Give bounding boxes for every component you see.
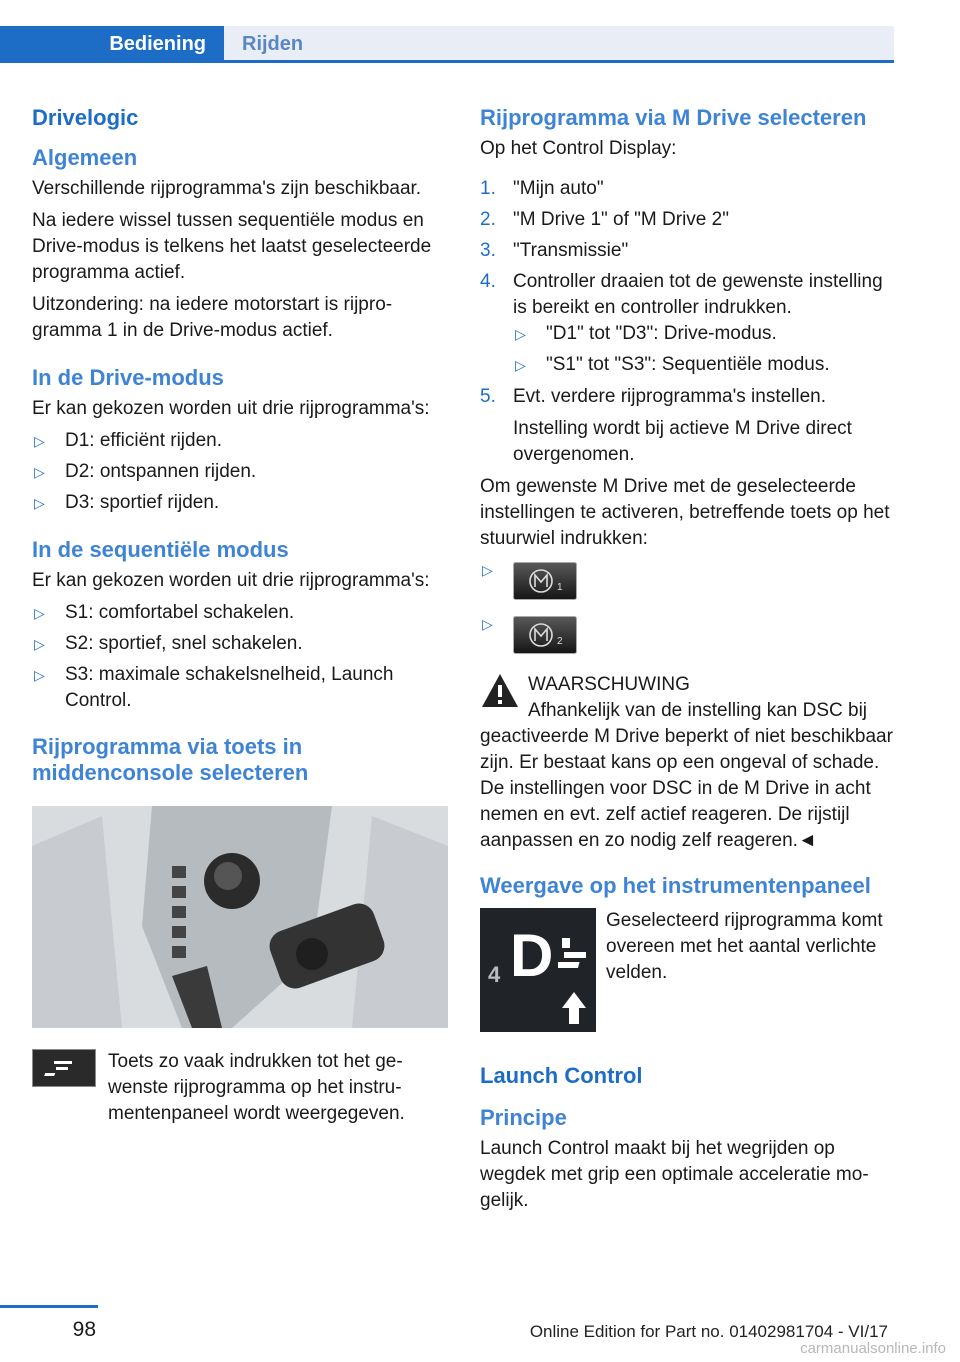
heading-sequentiele-modus: In de sequentiële modus xyxy=(32,537,289,562)
display-text: Geselecteerd rijprogramma komt overeen met het aantal verlichte velden. xyxy=(606,910,883,983)
drive-mode-button-icon xyxy=(32,1049,96,1087)
left-column xyxy=(32,100,448,1133)
bullet-triangle-icon: ▷ xyxy=(482,616,493,632)
step-item xyxy=(480,269,896,378)
step-text: "Mijn auto" xyxy=(513,178,604,199)
footer-rule xyxy=(0,1305,98,1308)
tab-bediening[interactable]: Bediening xyxy=(0,26,224,62)
gear-display-image xyxy=(480,908,596,1032)
heading-drive-modus: In de Drive-modus xyxy=(32,365,224,390)
heading-launch-control: Launch Control xyxy=(480,1063,643,1088)
step-text: Controller draaien tot de gewenste instelling is bereikt en controller indrukken. xyxy=(513,271,883,318)
header-rule xyxy=(0,60,894,63)
section-title-drivelogic: Drivelogic xyxy=(32,105,139,130)
mdrive-steps xyxy=(480,176,896,468)
general-paragraph-3: Uitzondering: na iedere motorstart is rijprogramma 1 in de Drive-modus actief. xyxy=(32,294,393,341)
step-number: 2. xyxy=(480,209,496,230)
m2-button-icon xyxy=(513,616,577,654)
mdrive-intro: Op het Control Display: xyxy=(480,138,677,159)
gauge-number: 4 xyxy=(488,962,501,987)
drive-intro: Er kan gekozen worden uit drie rijprogramma's: xyxy=(32,398,430,419)
step-text: "Transmissie" xyxy=(513,240,629,261)
seq-intro: Er kan gekozen worden uit drie rijprogramma's: xyxy=(32,570,430,591)
step-item xyxy=(480,238,896,264)
heading-instrumentenpaneel: Weergave op het instrumentenpaneel xyxy=(480,873,871,898)
list-item: ▷ S1: comfortabel schakelen. xyxy=(32,600,448,626)
warning-block xyxy=(480,672,896,854)
step-item xyxy=(480,176,896,202)
step-5-note: Instelling wordt bij actieve M Drive direct overgenomen. xyxy=(513,418,852,465)
warning-triangle-icon xyxy=(480,672,520,710)
m1-subscript: 1 xyxy=(557,582,563,593)
m2-subscript: 2 xyxy=(557,636,563,647)
console-caption-block xyxy=(32,1049,448,1127)
general-paragraph-2: Na iedere wissel tussen sequentiële modus en Drive-modus is telkens het laatst geselecteerde programma actief. xyxy=(32,210,432,283)
gauge-letter: D xyxy=(510,922,554,989)
center-console-photo xyxy=(32,806,448,1028)
right-column xyxy=(480,100,896,1220)
m1-button-row xyxy=(480,562,896,612)
heading-middenconsole: Rijprogramma via toets in middenconsole selecteren xyxy=(32,734,309,785)
list-item: ▷ "S1" tot "S3": Sequentiële modus. xyxy=(513,352,896,378)
mdrive-activate: Om gewenste M Drive met de geselecteerde instellingen te activeren, betreffende toets op het stuurwiel indrukken: xyxy=(480,476,890,549)
step-text: Evt. verdere rijprogramma's instellen. xyxy=(513,386,827,407)
general-paragraph-1: Verschillende rijprogramma's zijn beschikbaar. xyxy=(32,178,422,199)
drive-list xyxy=(32,428,448,516)
heading-principe: Principe xyxy=(480,1105,567,1130)
console-caption: Toets zo vaak indrukken tot het gewenste rijprogramma op het instrumentenpaneel wordt weergegeven. xyxy=(108,1051,405,1124)
heading-m-drive: Rijprogramma via M Drive selecteren xyxy=(480,105,867,130)
warning-body: geactiveerde M Drive beperkt of niet beschikbaar zijn. Er bestaat kans op een ongeval of schade. De instellingen voor DSC in de M Drive in acht nemen en evt. zelf actief reageren. De rijstijl aanpassen en zo nodig zelf reageren.◄ xyxy=(480,726,893,851)
bullet-triangle-icon: ▷ xyxy=(482,562,493,578)
list-item: ▷ "D1" tot "D3": Drive-modus. xyxy=(513,321,896,347)
step-number: 3. xyxy=(480,240,496,261)
step-number: 5. xyxy=(480,386,496,407)
seq-list xyxy=(32,600,448,714)
step-text: "M Drive 1" of "M Drive 2" xyxy=(513,209,729,230)
warning-body-first: Afhankelijk van de instelling kan DSC bij xyxy=(528,700,868,721)
gauge-bars-and-arrow xyxy=(558,938,590,1028)
page-number: 98 xyxy=(72,1318,96,1341)
m2-button-row xyxy=(480,616,896,672)
step-item xyxy=(480,384,896,468)
list-item: ▷ D3: sportief rijden. xyxy=(32,490,448,516)
step-number: 1. xyxy=(480,178,496,199)
heading-algemeen: Algemeen xyxy=(32,145,138,170)
m1-button-icon xyxy=(513,562,577,600)
tab-rijden[interactable]: Rijden xyxy=(224,26,894,62)
list-item: ▷ D2: ontspannen rijden. xyxy=(32,459,448,485)
step-4-sublist xyxy=(513,321,896,378)
step-number: 4. xyxy=(480,271,496,292)
edition-text: Online Edition for Part no. 01402981704 - VI/17 xyxy=(529,1322,888,1341)
watermark: carmanualsonline.info xyxy=(800,1340,946,1357)
step-item xyxy=(480,207,896,233)
warning-title: WAARSCHUWING xyxy=(528,674,690,695)
display-block xyxy=(480,908,896,1034)
list-item: ▷ S3: maximale schakelsnelheid, Launch Control. xyxy=(32,662,448,714)
launch-text: Launch Control maakt bij het wegrijden op wegdek met grip een optimale acceleratie mogelijk. xyxy=(480,1138,869,1211)
list-item: ▷ S2: sportief, snel schakelen. xyxy=(32,631,448,657)
list-item: ▷ D1: efficiënt rijden. xyxy=(32,428,448,454)
